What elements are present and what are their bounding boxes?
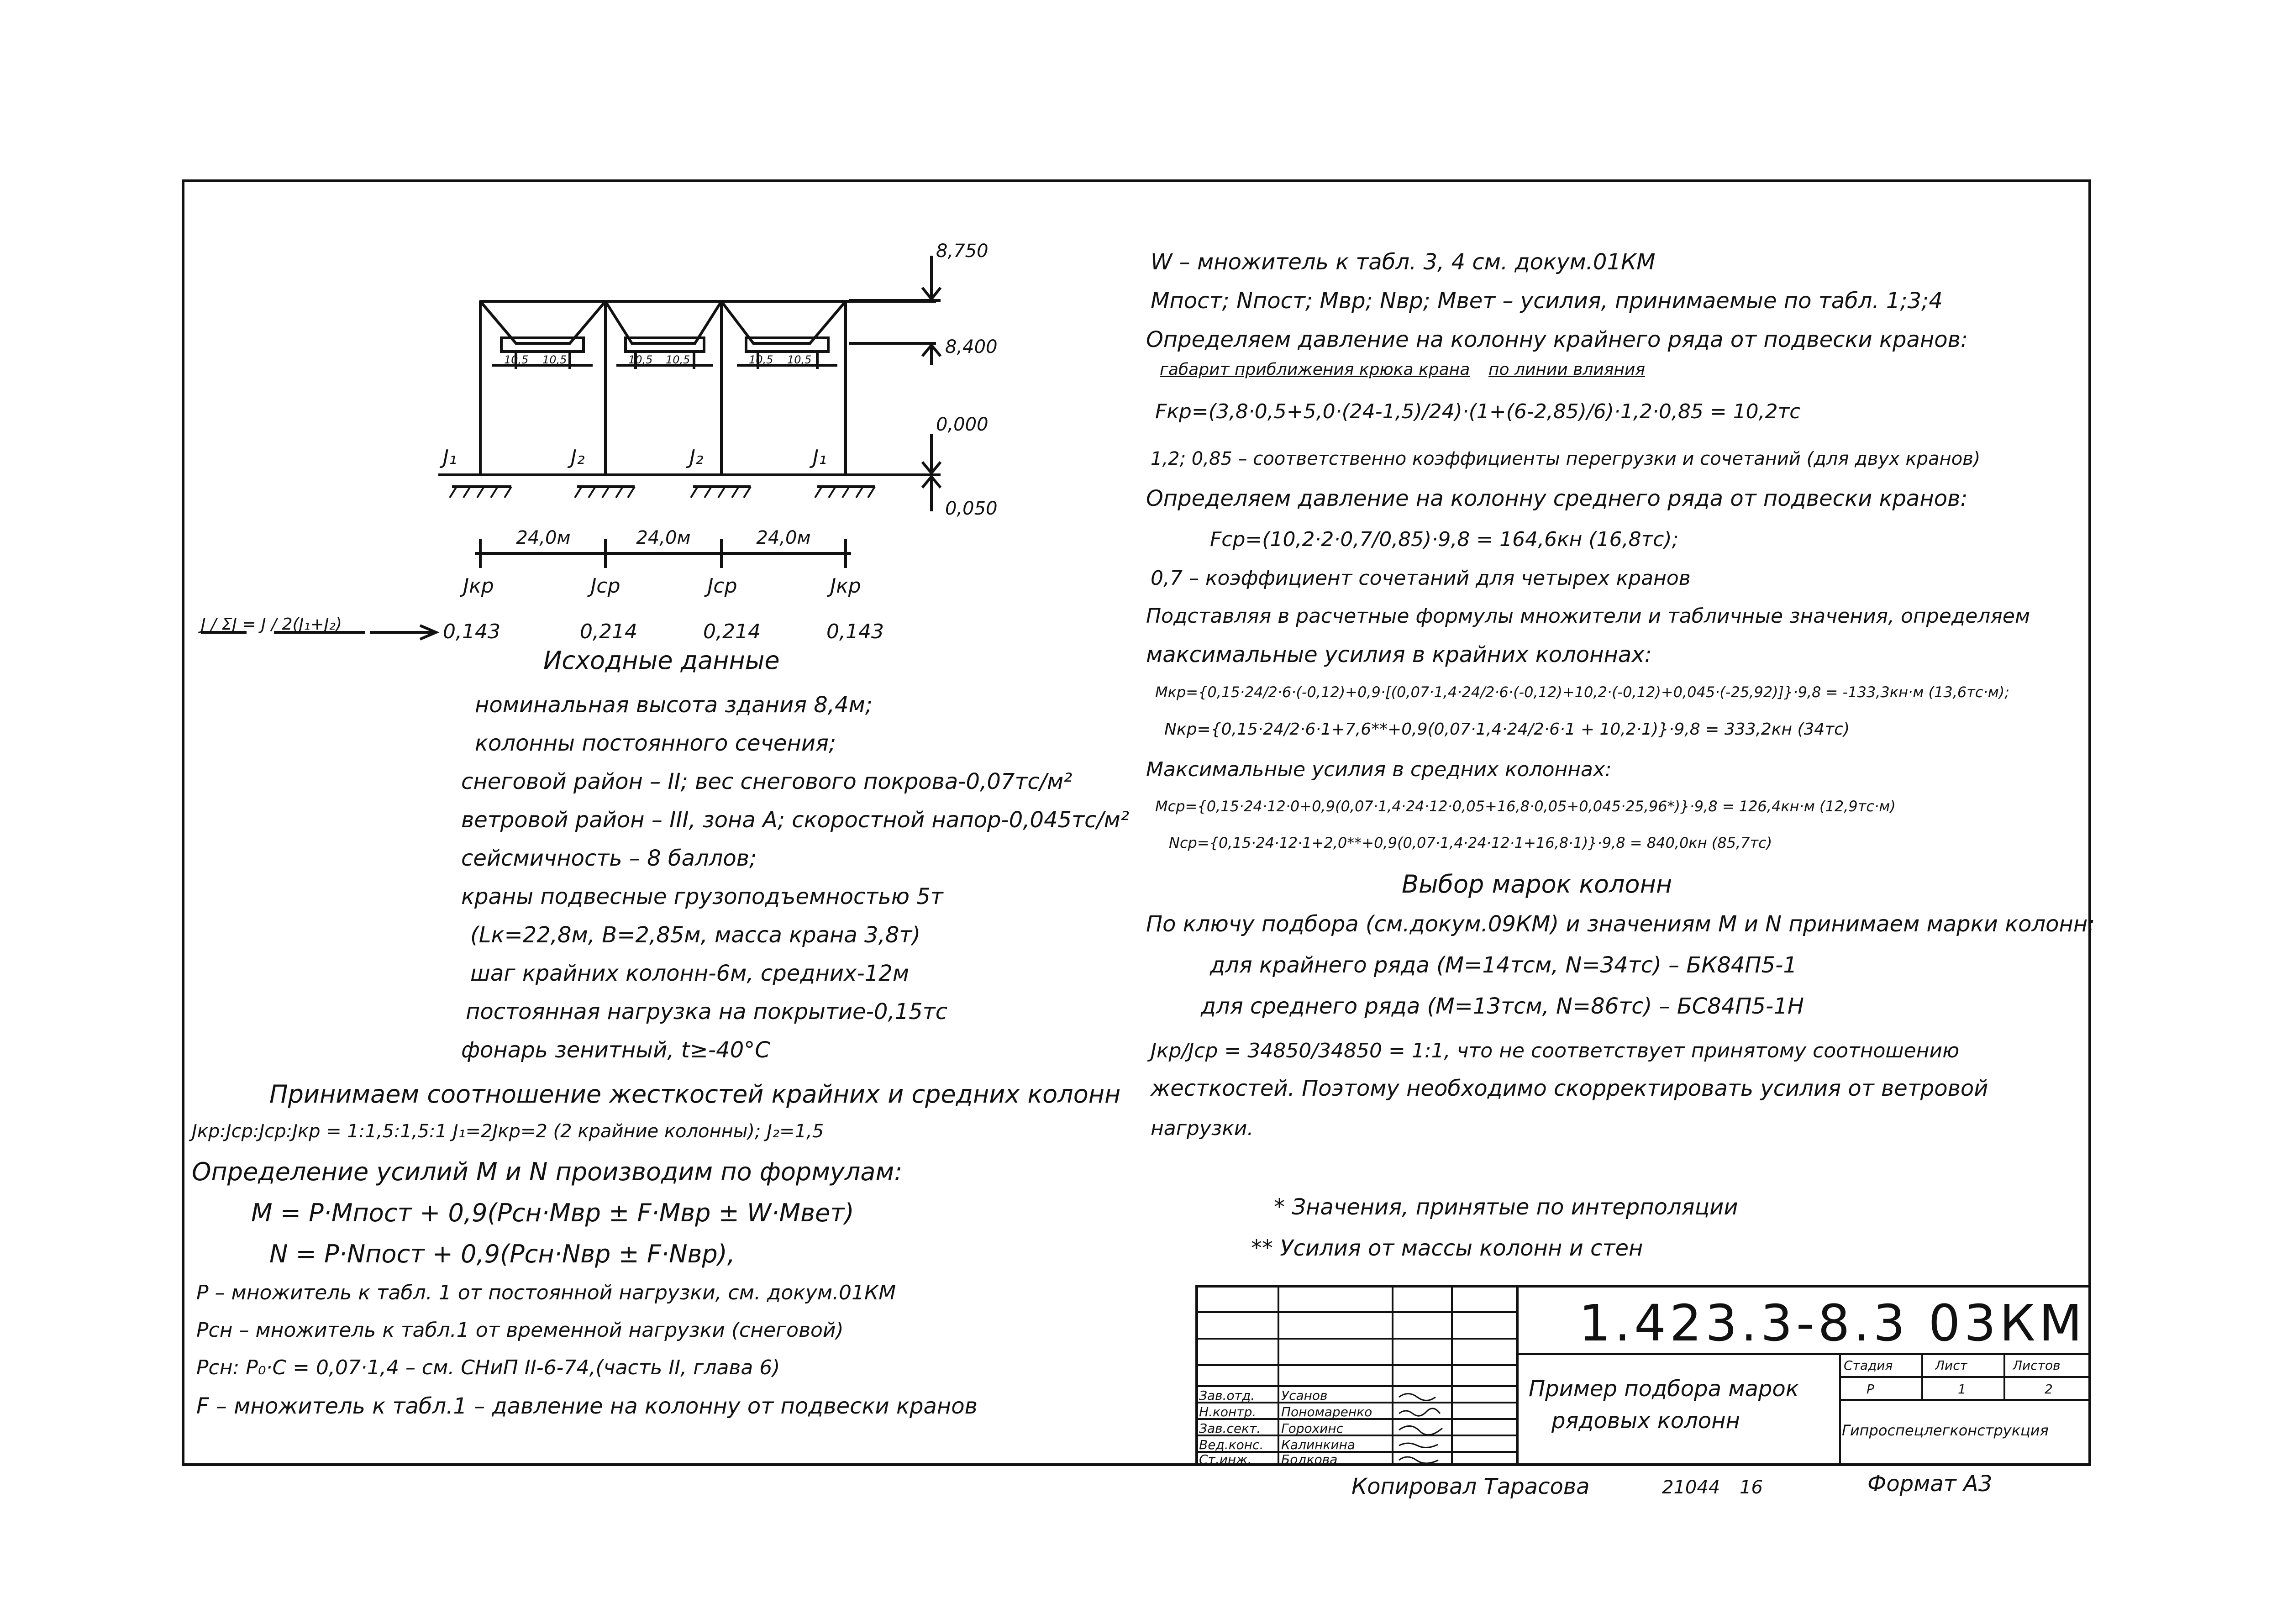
sheet-value: 1: [1958, 1382, 1966, 1397]
w-definition: W – множитель к табл. 3, 4 см. докум.01КМ: [1151, 249, 1656, 275]
organization: Гипроспецлегконструкция: [1842, 1422, 2049, 1439]
stiffness-ratio-values: Jкр:Jср:Jср:Jкр = 1:1,5:1,5:1 J₁=2Jкр=2 (2 крайние колонны); J₂=1,5: [192, 1121, 824, 1142]
ratio-value: 0,143: [826, 620, 884, 643]
column-label-bottom: Jср: [707, 574, 737, 598]
sheet-title-line1: Пример подбора марок: [1529, 1376, 1799, 1402]
span-label: 24,0м: [516, 527, 571, 548]
column-label-top: J₂: [689, 446, 704, 469]
ratio-value: 0,143: [443, 620, 500, 643]
definition-p: P – множитель к табл. 1 от постоянной нагрузки, см. докум.01КМ: [196, 1281, 896, 1304]
sheet-title-line2: рядовых колонн: [1551, 1408, 1740, 1434]
stiffness-conclusion-text: жесткостей. Поэтому необходимо скорректировать усилия от ветровой: [1151, 1076, 1988, 1101]
stage-value: Р: [1867, 1382, 1874, 1397]
column-marks-heading: Выбор марок колонн: [1402, 870, 1672, 899]
stiffness-ratio-formula: J / ΣJ = J / 2(J₁+J₂): [201, 615, 342, 634]
column-label-top: J₁: [813, 446, 827, 469]
page-number: 16: [1740, 1477, 1763, 1498]
m-middle-formula: Mср={0,15·24·12·0+0,9(0,07·1,4·24·12·0,05+16,8·0,05+0,045·25,96*)}·9,8 = 126,4кн·м (12,9тс·м): [1155, 798, 1896, 815]
stiffness-ratio-text: Принимаем соотношение жесткостей крайних и средних колонн: [269, 1080, 1121, 1109]
person-name: Горохинс: [1281, 1421, 1344, 1436]
definition-f: F – множитель к табл.1 – давление на колонну от подвески кранов: [196, 1393, 978, 1419]
column-label-top: J₂: [571, 446, 585, 469]
edge-column-pressure-intro: Определяем давление на колонну крайнего ряда от подвески кранов:: [1146, 327, 1968, 352]
initial-data-item: шаг крайних колонн-6м, средних-12м: [470, 961, 910, 986]
person-name: Пономаренко: [1281, 1404, 1372, 1419]
footnote-interpolation: * Значения, принятые по интерполяции: [1274, 1194, 1738, 1220]
span-label: 24,0м: [756, 527, 811, 548]
column-label-top: J₁: [443, 446, 457, 469]
role-label: Зав.сект.: [1199, 1421, 1261, 1436]
ratio-value: 0,214: [703, 620, 761, 643]
stage-header: Стадия: [1844, 1358, 1893, 1373]
initial-data-item: колонны постоянного сечения;: [475, 731, 836, 756]
document-code: 1.423.3-8.3 03КМ: [1579, 1294, 2086, 1352]
crane-load-label: 10,5: [666, 353, 690, 366]
role-label: Вед.конс.: [1199, 1437, 1264, 1452]
column-label-bottom: Jср: [590, 574, 620, 598]
f-middle-formula: Fср=(10,2·2·0,7/0,85)·9,8 = 164,6кн (16,8тс);: [1210, 528, 1679, 551]
forces-definition: Мпост; Nпост; Мвр; Nвр; Мвет – усилия, принимаемые по табл. 1;3;4: [1151, 288, 1943, 314]
person-name: Бодкова: [1281, 1452, 1338, 1467]
sheet-header: Лист: [1935, 1358, 1967, 1373]
initial-data-item: краны подвесные грузоподъемностью 5т: [461, 884, 943, 909]
crane-load-label: 10,5: [749, 353, 773, 366]
substitution-text: Подставляя в расчетные формулы множители и табличные значения, определяем: [1146, 604, 2030, 628]
crane-load-label: 10,5: [504, 353, 529, 366]
initial-data-item: номинальная высота здания 8,4м;: [475, 692, 873, 718]
crane-load-label: 10,5: [628, 353, 653, 366]
middle-columns-max-forces-intro: Максимальные усилия в средних колоннах:: [1146, 758, 1612, 781]
definition-psn-value: Pсн: P₀·C = 0,07·1,4 – см. СНиП II-6-74,(часть II, глава 6): [196, 1356, 780, 1379]
column-label-bottom: Jкр: [830, 574, 861, 598]
initial-data-item: ветровой район – III, зона А; скоростной напор-0,045тс/м²: [461, 807, 1130, 833]
person-name: Усанов: [1281, 1388, 1328, 1403]
crane-load-label: 10,5: [787, 353, 812, 366]
elevation-0050: 0,050: [945, 498, 998, 519]
initial-data-item: снеговой район – II; вес снегового покрова-0,07тс/м²: [461, 769, 1073, 794]
n-edge-formula: Nкр={0,15·24/2·6·1+7,6**+0,9(0,07·1,4·24/2·6·1 + 10,2·1)}·9,8 = 333,2кн (34тс): [1164, 720, 1850, 739]
sheets-header: Листов: [2013, 1358, 2061, 1373]
paper-format: Формат А3: [1867, 1471, 1993, 1497]
combination-coefficient-note: 0,7 – коэффициент сочетаний для четырех кранов: [1151, 567, 1691, 590]
stiffness-conclusion-end: нагрузки.: [1151, 1117, 1254, 1140]
n-middle-formula: Nср={0,15·24·12·1+2,0**+0,9(0,07·1,4·24·12·1+16,8·1)}·9,8 = 840,0кн (85,7тс): [1169, 834, 1772, 851]
middle-column-pressure-intro: Определяем давление на колонну среднего ряда от подвески кранов:: [1146, 486, 1968, 511]
edge-row-mark: для крайнего ряда (М=14тсм, N=34тс) – БК84П5-1: [1210, 952, 1797, 978]
signatures: [1394, 1388, 1449, 1465]
ratio-value: 0,214: [580, 620, 637, 643]
crane-hook-clearance-label: габарит приближения крюка крана: [1160, 360, 1470, 379]
archive-number: 21044: [1662, 1477, 1720, 1498]
initial-data-heading: Исходные данные: [543, 646, 780, 675]
m-edge-formula: Mкр={0,15·24/2·6·(-0,12)+0,9·[(0,07·1,4·24/2·6·(-0,12)+10,2·(-0,12)+0,045·(-25,92)]}·9,8 = -133,3кн·м (13,6тс·м);: [1155, 683, 2010, 701]
role-label: Зав.отд.: [1199, 1388, 1255, 1403]
initial-data-item: (Lк=22,8м, В=2,85м, масса крана 3,8т): [470, 922, 921, 948]
middle-row-mark: для среднего ряда (М=13тсм, N=86тс) – БС84П5-1Н: [1201, 993, 1804, 1019]
elevation-8750: 8,750: [936, 241, 989, 262]
sheets-value: 2: [2045, 1382, 2053, 1397]
initial-data-item: сейсмичность – 8 баллов;: [461, 846, 757, 871]
edge-columns-max-forces-intro: максимальные усилия в крайних колоннах:: [1146, 642, 1652, 667]
selection-key-text: По ключу подбора (см.докум.09КМ) и значениям М и N принимаем марки колонн:: [1146, 911, 2095, 937]
load-coefficients-note: 1,2; 0,85 – соответственно коэффициенты перегрузки и сочетаний (для двух кранов): [1151, 448, 1981, 469]
formula-axial: N = P·Nпост + 0,9(Pсн·Nвр ± F·Nвр),: [269, 1240, 735, 1268]
force-formulas-intro: Определение усилий М и N производим по формулам:: [192, 1157, 903, 1186]
title-block: [1195, 1285, 2091, 1466]
crane-load-label: 10,5: [542, 353, 567, 366]
elevation-0000: 0,000: [936, 414, 989, 435]
footnote-column-mass: ** Усилия от массы колонн и стен: [1251, 1235, 1643, 1261]
span-label: 24,0м: [636, 527, 691, 548]
copied-by: Копировал Тарасова: [1351, 1474, 1590, 1499]
person-name: Калинкина: [1281, 1437, 1356, 1452]
role-label: Ст.инж.: [1199, 1452, 1252, 1467]
elevation-8400: 8,400: [945, 336, 998, 357]
column-label-bottom: Jкр: [463, 574, 494, 598]
initial-data-item: фонарь зенитный, t≥-40°С: [461, 1037, 770, 1063]
role-label: Н.контр.: [1199, 1404, 1257, 1419]
stiffness-check-text: Jкр/Jср = 34850/34850 = 1:1, что не соответствует принятому соотношению: [1151, 1039, 1960, 1062]
definition-psn: Pсн – множитель к табл.1 от временной нагрузки (снеговой): [196, 1319, 844, 1342]
initial-data-item: постоянная нагрузка на покрытие-0,15тс: [466, 999, 948, 1025]
f-edge-formula: Fкр=(3,8·0,5+5,0·(24-1,5)/24)·(1+(6-2,85)/6)·1,2·0,85 = 10,2тс: [1155, 400, 1801, 423]
formula-moment: M = P·Mпост + 0,9(Pсн·Mвр ± F·Mвр ± W·Mвет): [251, 1198, 854, 1227]
influence-line-label: по линии влияния: [1488, 360, 1646, 379]
